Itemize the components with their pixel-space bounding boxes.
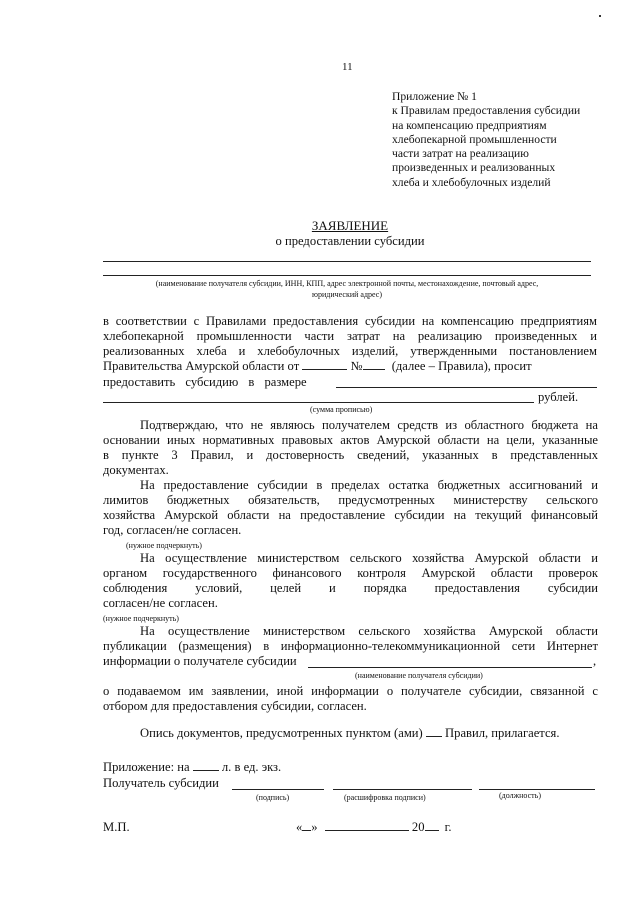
document-subtitle: о предоставлении субсидии [275, 234, 425, 248]
p3-line-4: год, согласен/не согласен. [103, 523, 242, 537]
appendix-line: части затрат на реализацию [392, 147, 529, 161]
date-year-field[interactable] [425, 820, 439, 831]
position-hint: (должность) [499, 791, 541, 800]
p7-line [140, 726, 559, 741]
recipient-line-1[interactable] [103, 261, 591, 262]
p1-line-4 [103, 359, 532, 374]
decree-number-field[interactable] [363, 359, 385, 370]
date-day-field[interactable] [302, 820, 311, 831]
p6-line-1: о подаваемом им заявлении, иной информации о получателе субсидии, связанной с [103, 684, 598, 698]
signature-decode-field[interactable] [333, 789, 472, 790]
appendix-line: хлеба и хлебобулочных изделий [392, 175, 551, 189]
p2-line-3: в пункте 3 Правил, и достоверность сведений, указанных в представленных [103, 448, 598, 462]
p1-line-4-b: № [350, 359, 363, 373]
date-quote-open: « [296, 820, 303, 834]
underline-hint-1: (нужное подчеркнуть) [126, 541, 202, 550]
p1-line-3: реализованных хлеба и хлебобулочных изделий, утвержденными постановлением [103, 344, 597, 358]
amount-field-1[interactable] [336, 387, 597, 388]
underline-hint-2: (нужное подчеркнуть) [103, 614, 179, 623]
recipient-hint-line: юридический адрес) [312, 290, 382, 299]
p3-line-1: На предоставление субсидии в пределах остатка бюджетных ассигнований и [140, 478, 598, 492]
p3-line-2: лимитов бюджетных обязательств, предусмотренных министерству сельского [103, 493, 598, 507]
p5-line-3: информации о получателе субсидии [103, 654, 297, 668]
date-quote-close: » [311, 820, 318, 834]
p4-line-4: согласен/не согласен. [103, 596, 218, 610]
p2-line-4: документах. [103, 463, 169, 477]
p3-line-3: хозяйства Амурской области на предоставление субсидии на текущий финансовый [103, 508, 598, 522]
p1-line-2: хлебопекарной промышленности части затрат на реализацию произведенных и [103, 329, 597, 343]
signature-field[interactable] [232, 789, 324, 790]
sum-hint: (сумма прописью) [310, 405, 373, 414]
p1-line-5: предоставить субсидию в размере [103, 375, 307, 389]
recipient-name-field[interactable] [308, 667, 592, 668]
stamp-label: М.П. [103, 820, 130, 834]
clause-number-field[interactable] [426, 726, 442, 737]
p5-line-1: На осуществление министерством сельского хозяйства Амурской области [140, 624, 598, 638]
appendix-block [392, 90, 580, 190]
appendix-line: к Правилам предоставления субсидии [392, 104, 581, 118]
p1-line-4-a: Правительства Амурской области от [103, 359, 300, 373]
recipient-label: Получатель субсидии [103, 776, 219, 790]
date-year-suffix: г. [444, 820, 452, 834]
p1-line-1: в соответствии с Правилами предоставления субсидии на компенсацию предприятиям [103, 314, 597, 328]
recipient-name-hint: (наименование получателя субсидии) [355, 671, 483, 680]
p7-b: Правил, прилагается. [445, 726, 560, 740]
attachment-line [103, 760, 281, 775]
p2-line-2: основании иных нормативных правовых актов Амурской области на цели, указанные [103, 433, 598, 447]
p5-comma: , [593, 654, 597, 668]
date-year: 20 [411, 820, 425, 834]
p7-a: Опись документов, предусмотренных пунктом (ами) [140, 726, 423, 740]
date-month-field[interactable] [325, 820, 409, 831]
amount-field-2[interactable] [103, 402, 534, 403]
signature-hint: (подпись) [256, 793, 290, 802]
attachment-b: л. в ед. экз. [221, 760, 282, 774]
appendix-line: хлебопекарной промышленности [392, 132, 557, 146]
p4-line-1: На осуществление министерством сельского хозяйства Амурской области и [140, 551, 598, 565]
attachment-a: Приложение: на [103, 760, 190, 774]
date-line [296, 820, 452, 835]
decode-hint: (расшифровка подписи) [344, 793, 426, 802]
p1-line-6: рублей. [538, 390, 579, 404]
decree-date-field[interactable] [302, 359, 347, 370]
position-field[interactable] [479, 789, 595, 790]
p6-line-2: отбором для предоставления субсидии, согласен. [103, 699, 367, 713]
appendix-line: на компенсацию предприятиям [392, 118, 547, 132]
appendix-line: произведенных и реализованных [392, 161, 556, 175]
document-title: ЗАЯВЛЕНИЕ [311, 218, 389, 233]
appendix-line: Приложение № 1 [392, 90, 477, 103]
p1-line-4-c: (далее – Правила), просит [391, 359, 532, 373]
p4-line-3: соблюдения условий, целей и порядка предоставления субсидии [103, 581, 598, 595]
recipient-line-2[interactable] [103, 275, 591, 276]
sheets-count-field[interactable] [193, 760, 219, 771]
p2-line-1: Подтверждаю, что не являюсь получателем средств из областного бюджета на [140, 418, 598, 432]
recipient-hint [92, 278, 602, 300]
p4-line-2: органом государственного финансового контроля Амурской области проверок [103, 566, 598, 580]
p5-line-2: публикации (размещения) в информационно-телекоммуникационной сети Интернет [103, 639, 598, 653]
page-number: 11 [342, 61, 353, 73]
scan-mark [599, 15, 601, 17]
recipient-hint-line: (наименование получателя субсидии, ИНН, КПП, адрес электронной почты, местонахождение, почтовый адрес, [155, 279, 539, 288]
